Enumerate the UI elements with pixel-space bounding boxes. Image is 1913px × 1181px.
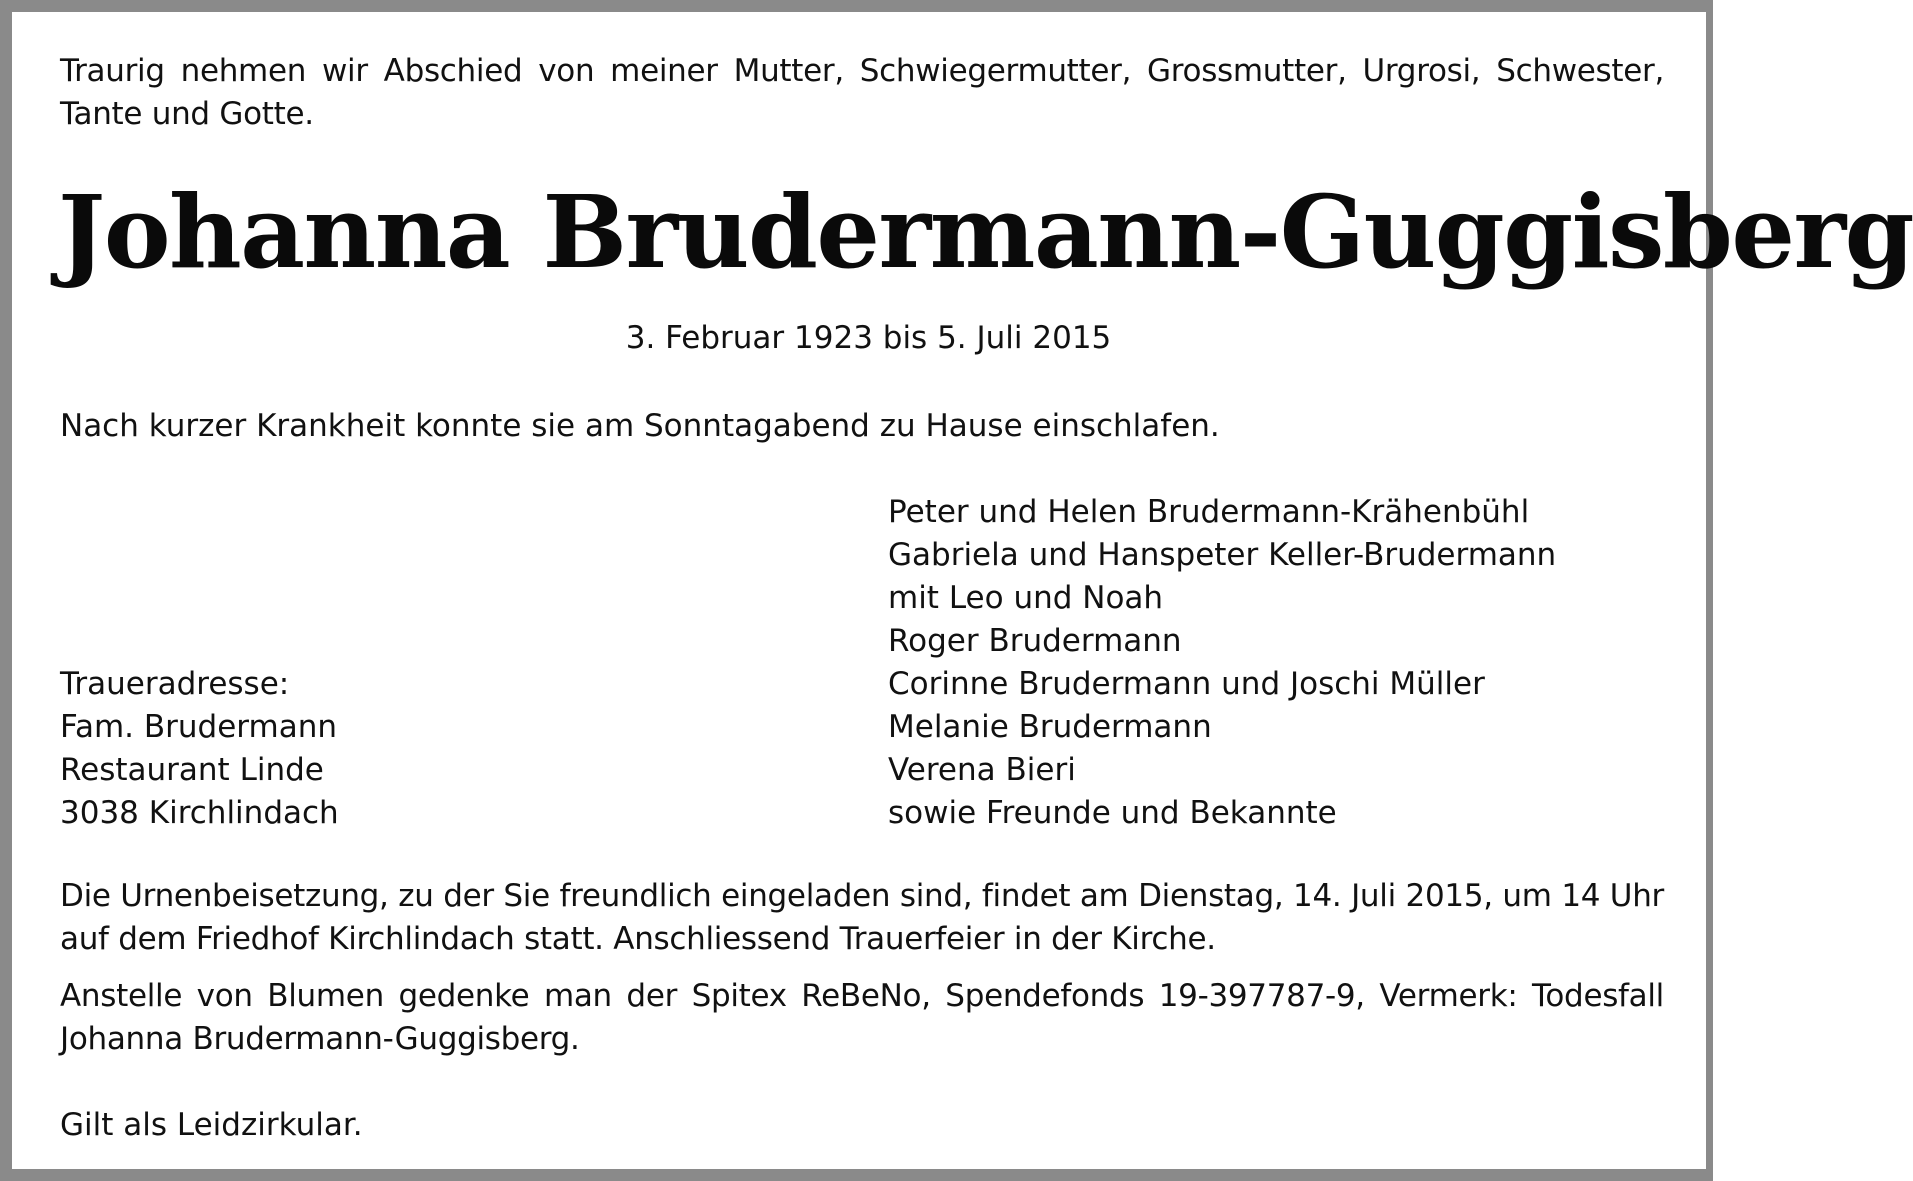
family-list [888, 491, 1668, 835]
intro-text: Traurig nehmen wir Abschied von meiner Mutter, Schwiegermutter, Grossmutter, Urgrosi, Schwester, Tante und Gotte. [60, 53, 1664, 132]
mourning-address [60, 663, 760, 835]
passing-sentence: Nach kurzer Krankheit konnte sie am Sonntagabend zu Hause einschlafen. [60, 408, 1220, 444]
deceased-name: Johanna Brudermann-Guggisberg [58, 173, 1913, 291]
address-line: Restaurant Linde [60, 752, 324, 788]
address-label: Traueradresse: [60, 666, 290, 702]
closing-note: Gilt als Leidzirkular. [60, 1107, 363, 1143]
family-member: sowie Freunde und Bekannte [888, 795, 1337, 831]
family-member: Gabriela und Hanspeter Keller-Brudermann [888, 537, 1557, 573]
donation-info: Anstelle von Blumen gedenke man der Spitex ReBeNo, Spendefonds 19-397787-9, Vermerk: Todesfall Johanna Brudermann-Guggisberg. [60, 978, 1664, 1057]
family-member: mit Leo und Noah [888, 580, 1164, 616]
family-member: Verena Bieri [888, 752, 1076, 788]
family-member: Roger Brudermann [888, 623, 1182, 659]
family-member: Peter und Helen Brudermann-Krähenbühl [888, 494, 1530, 530]
life-dates: 3. Februar 1923 bis 5. Juli 2015 [625, 320, 1112, 356]
family-member: Melanie Brudermann [888, 709, 1212, 745]
address-line: 3038 Kirchlindach [60, 795, 339, 831]
burial-info: Die Urnenbeisetzung, zu der Sie freundlich eingeladen sind, findet am Dienstag, 14. Juli 2015, um 14 Uhr auf dem Friedhof Kirchlindach statt. Anschliessend Trauerfeier in der Kirche. [60, 878, 1664, 957]
family-member: Corinne Brudermann und Joschi Müller [888, 666, 1485, 702]
address-line: Fam. Brudermann [60, 709, 337, 745]
